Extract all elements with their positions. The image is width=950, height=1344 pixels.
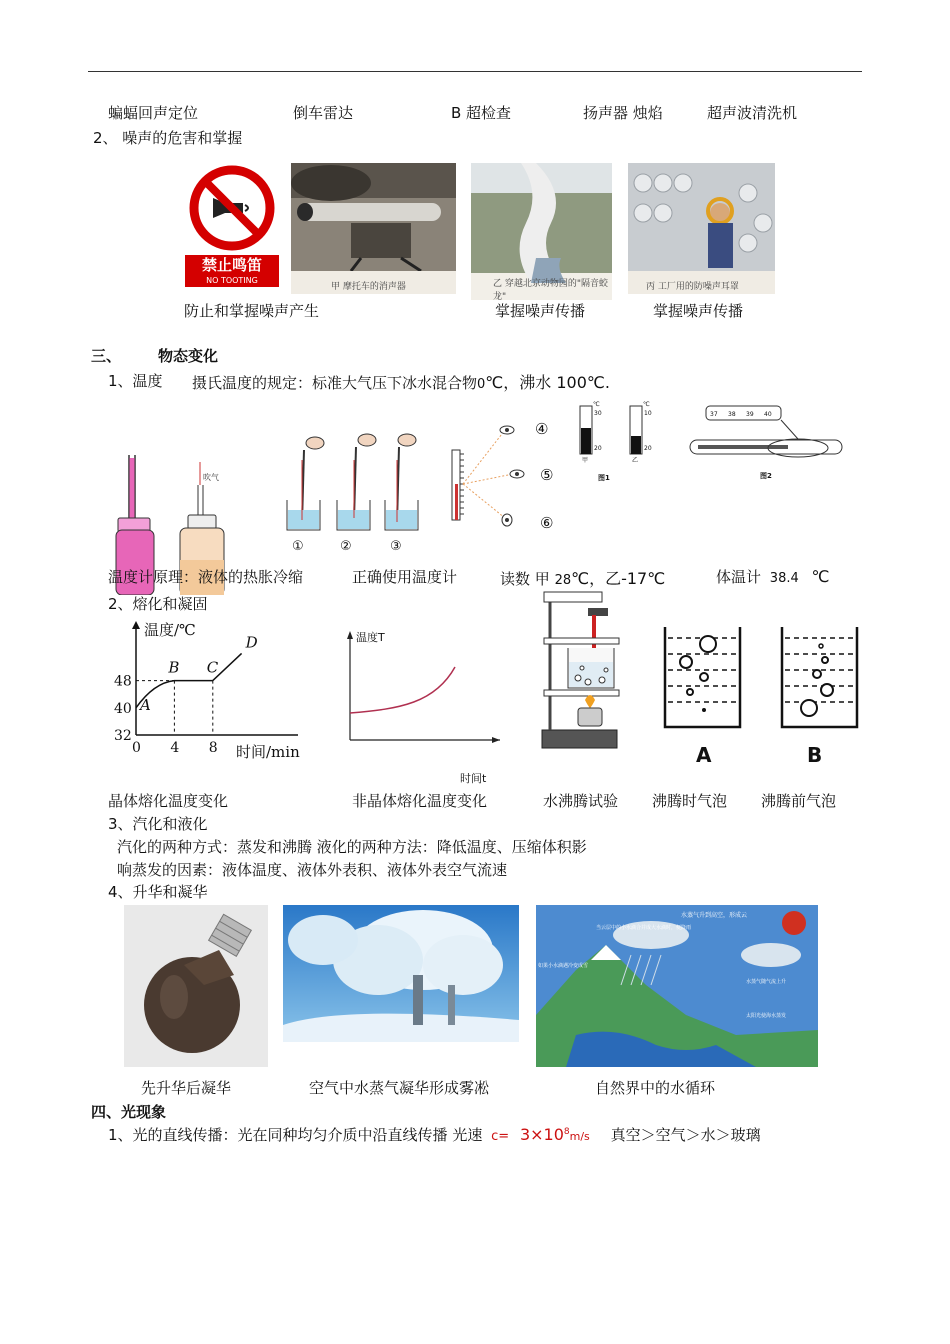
figure1-thermometers: [572, 396, 662, 486]
eye-label-4: ④: [535, 420, 549, 438]
chart1-ytick-32: 32: [114, 728, 132, 744]
reading-jia-value: 28: [554, 573, 572, 588]
eye-label-5: ⑤: [540, 466, 554, 484]
muffler-photo: [291, 163, 456, 294]
text-speaker-flame: 扬声器 烛焰: [583, 104, 663, 122]
chart1-ylabel: 温度/℃: [144, 621, 196, 639]
clinical-tick-39: 39: [746, 411, 754, 418]
beaker-boiling-bubbles: [660, 622, 750, 767]
section4-heading: 四、光现象: [91, 1103, 167, 1121]
boiling-apparatus-figure: [530, 590, 630, 755]
light-bulb-photo: [124, 905, 268, 1067]
beaker-label-3: ③: [390, 539, 402, 554]
fig2-label: 图2: [760, 472, 772, 480]
light-speed-value: 3×10: [519, 1125, 564, 1144]
light-speed-order: 真空＞空气＞水＞玻璃: [610, 1126, 761, 1144]
beaker-b-label: B: [807, 743, 823, 767]
rime-tree-photo: [283, 905, 519, 1042]
light-propagation-line: [108, 1124, 761, 1145]
figure2-clinical-thermometer: [688, 402, 853, 484]
header-rule: [88, 71, 862, 72]
chart2-xlabel: 时间t: [460, 772, 487, 785]
thermometer-usage-figure: [282, 430, 427, 555]
celsius-definition: [192, 370, 610, 393]
text-ultrasonic-cleaner: 超声波清洗机: [707, 104, 798, 122]
cycle-label-evaporate: 太阳光使海水蒸发: [746, 1013, 787, 1019]
chart2-ylabel: 温度T: [356, 631, 385, 644]
clinical-tick-37: 37: [710, 411, 718, 418]
label-control-transmission-1: 掌握噪声传播: [495, 302, 586, 320]
chart1-xtick-0: 0: [132, 740, 141, 756]
amorphous-melting-chart: [340, 625, 505, 785]
blow-label: 吹气: [203, 473, 219, 482]
earmuff-caption: 丙 工厂用的防噪声耳罩: [646, 282, 739, 292]
amorphous-melting-svg: [340, 625, 505, 785]
chart2-x-arrow: [492, 737, 500, 743]
temp-label: 1、温度: [108, 372, 163, 390]
vaporization-heading: 3、汽化和液化: [108, 815, 208, 833]
noise-heading: 2、 噪声的危害和掌握: [93, 129, 243, 147]
section3-title: 物态变化: [158, 347, 219, 365]
cycle-label-snow: 如果小水滴遇冷变成雪: [538, 963, 589, 969]
text-b-ultrasound: B 超检查: [451, 104, 512, 122]
eye-label-6: ⑥: [540, 514, 554, 532]
sublimation-heading: 4、升华和凝华: [108, 883, 208, 901]
caption-water-cycle: 自然界中的水循环: [595, 1079, 716, 1097]
chart1-point-label-C: C: [206, 658, 219, 677]
chart1-xlabel: 时间/min: [236, 743, 300, 761]
light-speed-unit: m/s: [569, 1130, 590, 1143]
chart1-xtick-4: 4: [170, 740, 180, 756]
light-speed-exponent: 8: [563, 1127, 570, 1137]
cycle-label-rain: 当云层中的小水滴合并成大水滴时，便降雨: [596, 925, 692, 931]
chart1-ytick-48: 48: [114, 673, 132, 690]
cycle-label-cloud: 水蒸气升到高空，形成云: [681, 912, 748, 919]
chart1-xtick-8: 8: [208, 740, 218, 756]
fig1-label: 图1: [598, 474, 610, 482]
crystal-melting-svg: [108, 615, 308, 765]
thermo-yi-label: 乙: [632, 457, 639, 464]
caption-boiling-bubbles: 沸腾时气泡: [652, 792, 728, 810]
chart1-y-arrow: [132, 621, 140, 629]
chart1-point-label-A: A: [140, 695, 151, 714]
caption-crystal-melting: 晶体熔化温度变化: [108, 792, 229, 810]
light-speed-symbol: c=: [491, 1129, 510, 1144]
melt-heading: 2、熔化和凝固: [108, 595, 208, 613]
beaker-label-1: ①: [292, 539, 304, 554]
caption-reading: [500, 566, 665, 589]
barrier-caption: 乙 穿越北京动物园的"隔音蛟龙": [493, 279, 609, 300]
water-cycle-diagram: [536, 905, 818, 1067]
beaker-label-2: ②: [340, 539, 352, 554]
factory-earmuff-photo: [628, 163, 775, 294]
caption-boiling-experiment: 水沸腾试验: [543, 792, 619, 810]
yi-tick-20: 20: [644, 445, 652, 452]
cycle-label-rise: 水蒸气随气流上升: [746, 979, 787, 985]
celsius-definition-text: 摄氏温度的规定：标准大气压下冰水混合物: [192, 374, 478, 392]
reading-label: 读数 甲: [500, 570, 550, 588]
clinical-tick-38: 38: [728, 411, 736, 418]
thermo-jia-label: 甲: [582, 457, 589, 464]
sign-text-en: NO TOOTING: [206, 276, 258, 285]
caption-amorphous-melting: 非晶体熔化温度变化: [352, 792, 488, 810]
jia-tick-unit: ℃: [593, 401, 600, 408]
chart2-y-arrow: [347, 631, 353, 639]
sound-barrier-photo: [471, 163, 612, 300]
body-thermo-label: 体温计: [716, 568, 762, 586]
yi-tick-unit: ℃: [643, 401, 650, 408]
caption-correct-usage: 正确使用温度计: [352, 568, 458, 586]
body-thermo-value: 38.4: [769, 571, 799, 586]
chart1-point-label-B: B: [168, 658, 180, 677]
reading-angle-figure: [445, 412, 565, 537]
reading-rest: ℃，乙-17℃: [571, 569, 666, 588]
yi-tick-10: 10: [644, 410, 652, 417]
chart1-ytick-40: 40: [114, 700, 132, 717]
caption-body-thermometer: [716, 566, 830, 587]
label-prevent-noise: 防止和掌握噪声产生: [184, 302, 320, 320]
caption-thermometer-principle: 温度计原理：液体的热胀冷缩: [108, 568, 304, 586]
clinical-tick-40: 40: [764, 411, 772, 418]
vaporization-line-1: 汽化的两种方式：蒸发和沸腾 液化的两种方法：降低温度、压缩体积影: [117, 838, 587, 856]
vaporization-line-2: 响蒸发的因素：液体温度、液体外表积、液体外表空气流速: [117, 861, 508, 879]
celsius-rest: ℃，沸水 100℃.: [485, 373, 610, 392]
chart2-curve: [350, 667, 455, 713]
no-tooting-sign: [185, 163, 279, 287]
crystal-melting-chart: [108, 615, 308, 765]
muffler-caption: 甲 摩托车的消声器: [331, 282, 406, 292]
label-control-transmission-2: 掌握噪声传播: [653, 302, 744, 320]
light-propagation-text: 1、光的直线传播：光在同种均匀介质中沿直线传播 光速: [108, 1126, 483, 1144]
body-thermo-unit: ℃: [811, 567, 830, 586]
sign-text-cn: 禁止鸣笛: [201, 256, 263, 274]
beaker-a-label: A: [696, 743, 712, 767]
chart1-point-label-D: D: [245, 633, 258, 652]
jia-tick-30: 30: [594, 410, 602, 417]
caption-pre-boiling-bubbles: 沸腾前气泡: [761, 792, 837, 810]
caption-sublimation-bulb: 先升华后凝华: [141, 1079, 232, 1097]
ice-point: 0: [477, 377, 486, 392]
jia-tick-20: 20: [594, 445, 602, 452]
caption-rime: 空气中水蒸气凝华形成雾凇: [309, 1079, 490, 1097]
text-reverse-radar: 倒车雷达: [293, 104, 354, 122]
beaker-pre-boiling-bubbles: [777, 622, 867, 767]
section3-num: 三、: [91, 347, 122, 365]
text-bat-echo: 蝙蝠回声定位: [108, 104, 199, 122]
